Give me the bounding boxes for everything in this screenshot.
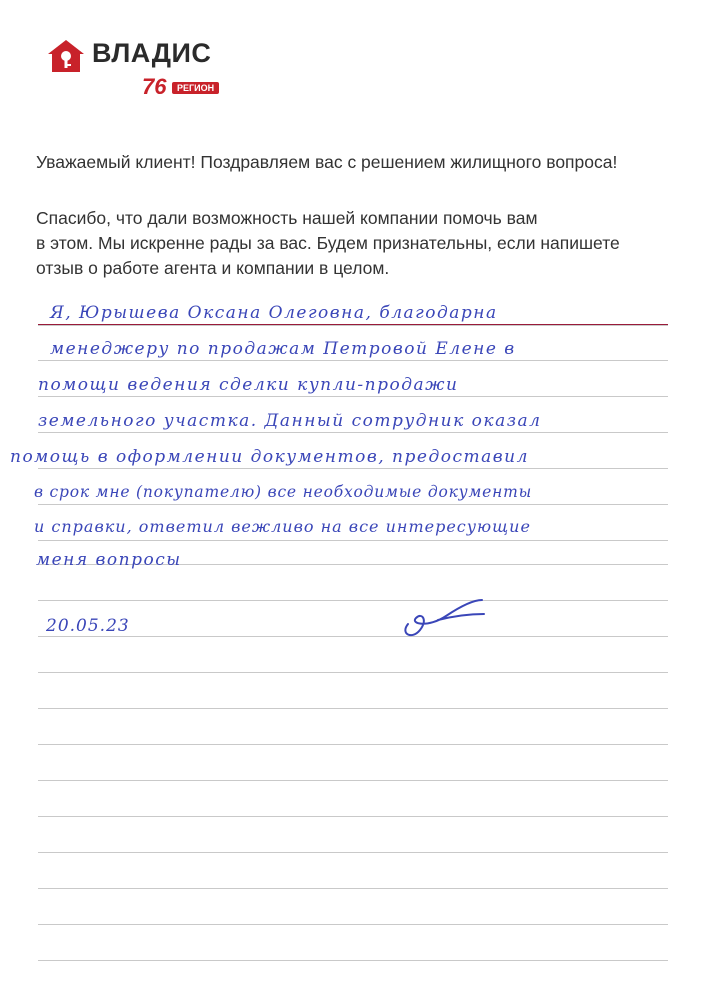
handwritten-line: и справки, ответил вежливо на все интересующие bbox=[34, 517, 531, 536]
logo-name: ВЛАДИС bbox=[92, 38, 212, 68]
ruled-line bbox=[38, 636, 668, 637]
ruled-line bbox=[38, 924, 668, 925]
ruled-line bbox=[38, 744, 668, 745]
intro-text bbox=[36, 206, 676, 281]
ruled-line bbox=[38, 600, 668, 601]
intro-line: отзыв о работе агента и компании в целом. bbox=[36, 258, 390, 278]
greeting-text: Уважаемый клиент! Поздравляем вас с решением жилищного вопроса! bbox=[36, 152, 618, 172]
handwritten-line: в срок мне (покупателю) все необходимые документы bbox=[34, 483, 533, 501]
ruled-line bbox=[38, 852, 668, 853]
intro-line: Спасибо, что дали возможность нашей компании помочь вам bbox=[36, 208, 538, 228]
handwritten-line: менеджеру по продажам Петровой Елене в bbox=[50, 339, 516, 359]
ruled-line bbox=[38, 816, 668, 817]
handwritten-line: земельного участка. Данный сотрудник оказал bbox=[38, 411, 542, 431]
handwritten-line: меня вопросы bbox=[36, 550, 182, 570]
handwritten-line: помощь в оформлении документов, предоставил bbox=[10, 447, 529, 467]
house-key-icon bbox=[46, 38, 86, 74]
ruled-line bbox=[38, 888, 668, 889]
ruled-line bbox=[38, 672, 668, 673]
logo-region: РЕГИОН bbox=[172, 82, 219, 94]
signature bbox=[398, 594, 488, 644]
ruled-line bbox=[38, 960, 668, 961]
handwritten-line: помощи ведения сделки купли-продажи bbox=[38, 375, 459, 395]
intro-line: в этом. Мы искренне рады за вас. Будем признательны, если напишете bbox=[36, 233, 620, 253]
ruled-line bbox=[38, 780, 668, 781]
ruled-line bbox=[38, 708, 668, 709]
logo-number: 76 bbox=[142, 74, 167, 99]
review-date: 20.05.23 bbox=[46, 616, 130, 636]
company-logo bbox=[46, 38, 236, 100]
handwritten-line: Я, Юрышева Оксана Олеговна, благодарна bbox=[50, 303, 498, 323]
